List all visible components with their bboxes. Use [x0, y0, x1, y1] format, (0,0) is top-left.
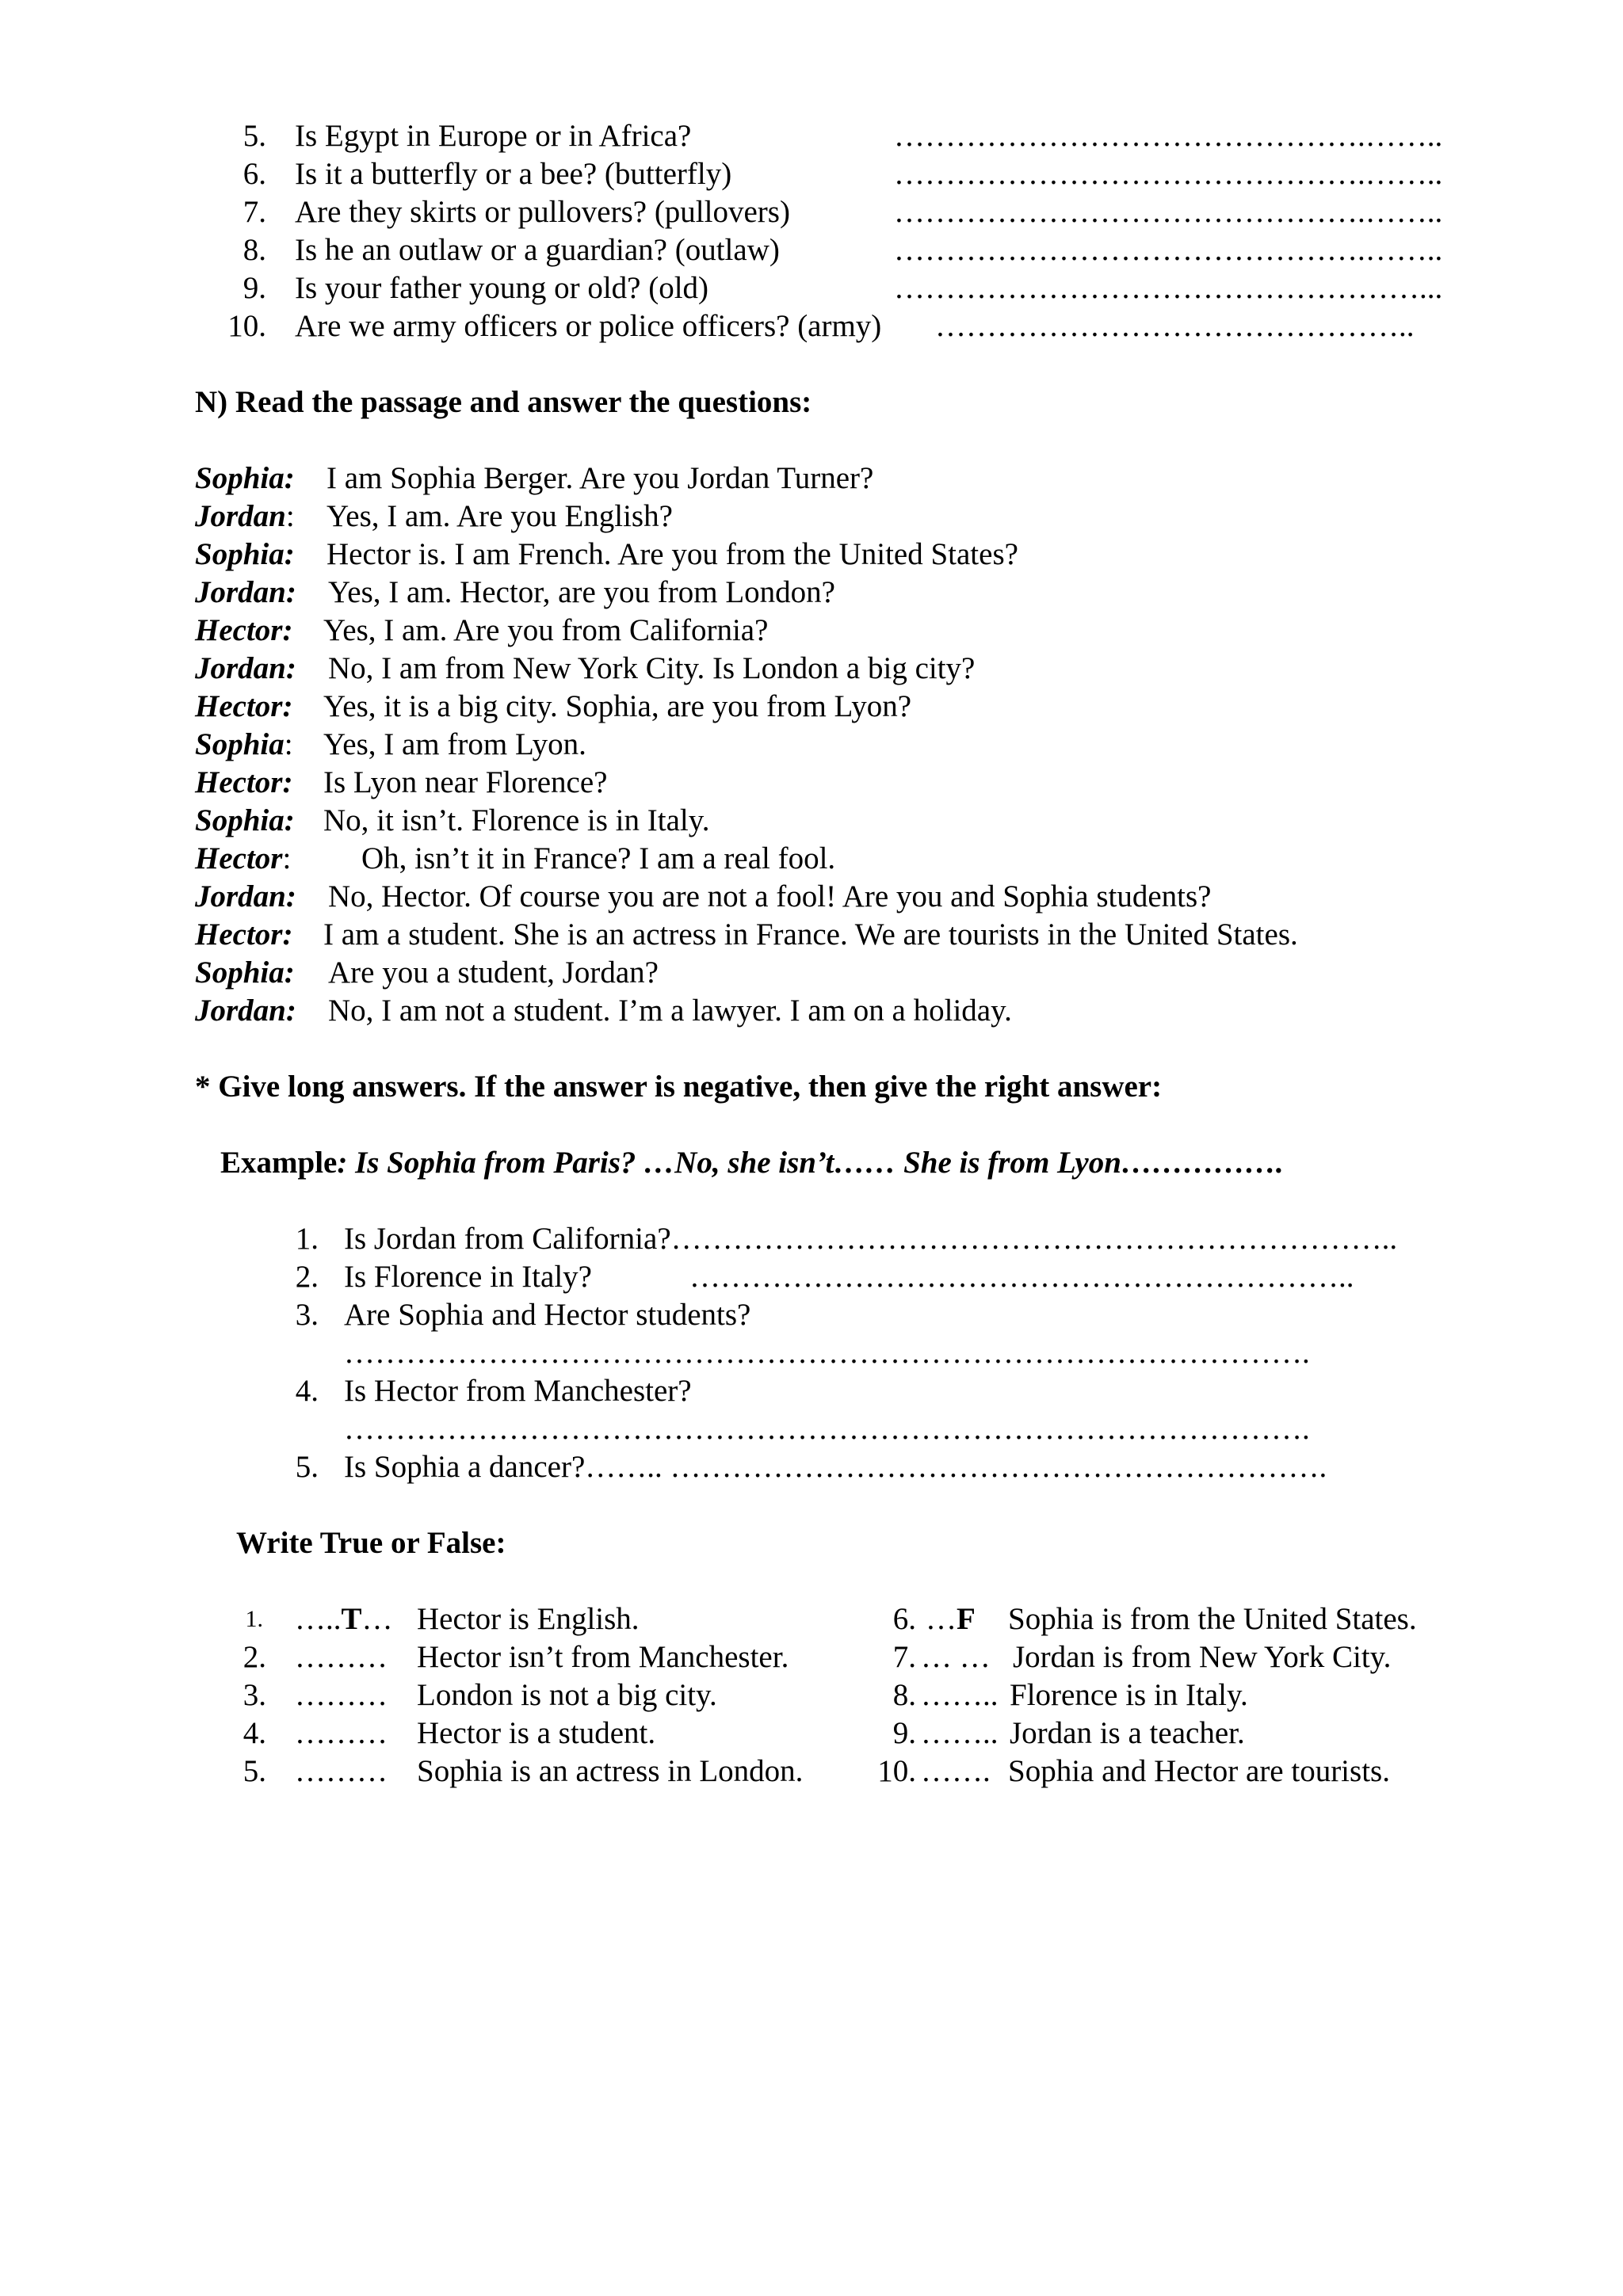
- dialogue-line: Yes, I am. Are you English?: [327, 499, 673, 533]
- question-text: Is it a butterfly or a bee? (butterfly): [295, 157, 732, 191]
- statement-text: Jordan is a teacher.: [1010, 1716, 1245, 1750]
- speaker-name: Hector:: [195, 689, 293, 723]
- dialogue-line: No, Hector. Of course you are not a fool! Are you and Sophia students?: [328, 879, 1212, 913]
- dialogue-line: I am Sophia Berger. Are you Jordan Turner?: [327, 461, 874, 495]
- statement-number: 7.: [892, 1640, 916, 1674]
- answer-blank: ………: [295, 1678, 388, 1712]
- statement-number: 9.: [892, 1716, 916, 1750]
- question-text: Is your father young or old? (old): [295, 271, 709, 305]
- answer-blank: ……………………………………….……..: [894, 195, 1443, 229]
- speaker-name: Jordan:: [195, 994, 296, 1028]
- question-number: 5.: [242, 119, 266, 153]
- speaker-name: Jordan:: [195, 575, 296, 609]
- question-text: Is Sophia a dancer?…….. ……………………………………………………….: [344, 1450, 1327, 1484]
- answer-blank: …….: [921, 1754, 991, 1788]
- question-number: 10.: [227, 309, 266, 343]
- question-number: 9.: [242, 271, 266, 305]
- answer-blank: …F: [926, 1602, 976, 1636]
- question-text: Are they skirts or pullovers? (pullovers): [295, 195, 790, 229]
- dialogue-line: Yes, I am. Are you from California?: [323, 613, 769, 647]
- question-number: 2.: [295, 1260, 319, 1294]
- answer-blank: ………: [295, 1716, 388, 1750]
- dialogue-line: No, I am from New York City. Is London a big city?: [328, 651, 976, 685]
- answer-blank: ……………………………………….……..: [894, 157, 1443, 191]
- speaker-name: Sophia:: [195, 537, 295, 571]
- statement-text: Sophia and Hector are tourists.: [1008, 1754, 1390, 1788]
- question-text: Is Florence in Italy?: [344, 1260, 592, 1294]
- statement-text: Sophia is an actress in London.: [417, 1754, 804, 1788]
- dialogue-line: Yes, I am. Hector, are you from London?: [328, 575, 835, 609]
- answer-blank: ………………………………………………………..: [689, 1260, 1354, 1294]
- question-text: Is Hector from Manchester?: [344, 1374, 692, 1408]
- statement-text: Jordan is from New York City.: [1013, 1640, 1392, 1674]
- answer-blank: ……………………………………………...: [894, 271, 1443, 305]
- answer-blank: ……………………………………….……..: [894, 233, 1443, 267]
- dialogue-line: Hector is. I am French. Are you from the United States?: [327, 537, 1018, 571]
- answer-blank: ………: [295, 1640, 388, 1674]
- section-heading: N) Read the passage and answer the questions:: [195, 385, 812, 419]
- statement-number: 6.: [892, 1602, 916, 1636]
- dialogue-line: No, I am not a student. I’m a lawyer. I am on a holiday.: [328, 994, 1012, 1028]
- statement-number: 1.: [245, 1606, 263, 1632]
- question-text: Are we army officers or police officers? (army): [295, 309, 882, 343]
- question-number: 5.: [295, 1450, 319, 1484]
- question-text: Is Jordan from California?……………………………………………………………..: [344, 1222, 1398, 1256]
- statement-text: London is not a big city.: [417, 1678, 717, 1712]
- answer-blank: ……..: [921, 1678, 999, 1712]
- question-text: Are Sophia and Hector students?: [344, 1298, 751, 1332]
- question-number: 6.: [242, 157, 266, 191]
- statement-number: 5.: [242, 1754, 266, 1788]
- question-text: Is Egypt in Europe or in Africa?: [295, 119, 692, 153]
- statement-number: 2.: [242, 1640, 266, 1674]
- answer-blank: ……..: [921, 1716, 999, 1750]
- answer-blank: ……………………………………….……..: [894, 119, 1443, 153]
- example-text: : Is Sophia from Paris? …No, she isn’t…… She is from Lyon…………….: [337, 1146, 1284, 1180]
- dialogue-line: Yes, it is a big city. Sophia, are you from Lyon?: [323, 689, 912, 723]
- statement-text: Hector is a student.: [417, 1716, 656, 1750]
- dialogue-line: No, it isn’t. Florence is in Italy.: [323, 803, 710, 837]
- speaker-name: Jordan:: [195, 499, 295, 533]
- question-number: 4.: [295, 1374, 319, 1408]
- statement-text: Florence is in Italy.: [1010, 1678, 1248, 1712]
- speaker-name: Sophia:: [195, 803, 295, 837]
- speaker-name: Sophia:: [195, 727, 293, 761]
- statement-number: 8.: [892, 1678, 916, 1712]
- speaker-name: Hector:: [195, 613, 293, 647]
- statement-number: 3.: [242, 1678, 266, 1712]
- example-label: Example: [220, 1146, 338, 1180]
- long-answers-heading: * Give long answers. If the answer is negative, then give the right answer:: [195, 1070, 1163, 1104]
- answer-blank: … …: [921, 1640, 991, 1674]
- true-false-heading: Write True or False:: [236, 1526, 506, 1560]
- example-line: [220, 1144, 1284, 1182]
- dialogue-line: Yes, I am from Lyon.: [323, 727, 586, 761]
- statement-text: Sophia is from the United States.: [1008, 1602, 1417, 1636]
- speaker-name: Sophia:: [195, 955, 295, 990]
- statement-text: Hector is English.: [417, 1602, 640, 1636]
- dialogue-line: Oh, isn’t it in France? I am a real fool.: [361, 841, 836, 875]
- answer-blank: ………………………………………..: [935, 309, 1415, 343]
- speaker-name: Jordan:: [195, 879, 296, 913]
- question-number: 8.: [242, 233, 266, 267]
- dialogue-line: I am a student. She is an actress in France. We are tourists in the United States.: [323, 917, 1298, 952]
- speaker-name: Hector:: [195, 917, 293, 952]
- speaker-name: Hector:: [195, 841, 292, 875]
- dialogue-line: Is Lyon near Florence?: [323, 765, 608, 799]
- speaker-name: Hector:: [195, 765, 293, 799]
- speaker-name: Sophia:: [195, 461, 295, 495]
- speaker-name: Jordan:: [195, 651, 296, 685]
- answer-blank: ………………………………………………………………………………….: [344, 1412, 1310, 1446]
- answer-blank: ………………………………………………………………………………….: [344, 1336, 1310, 1370]
- statement-number: 10.: [877, 1754, 916, 1788]
- answer-blank: ………: [295, 1754, 388, 1788]
- question-text: Is he an outlaw or a guardian? (outlaw): [295, 233, 780, 267]
- statement-number: 4.: [242, 1716, 266, 1750]
- question-number: 3.: [295, 1298, 319, 1332]
- statement-text: Hector isn’t from Manchester.: [417, 1640, 789, 1674]
- dialogue-line: Are you a student, Jordan?: [328, 955, 659, 990]
- answer-blank: …..T…: [295, 1602, 393, 1636]
- question-number: 7.: [242, 195, 266, 229]
- question-number: 1.: [295, 1222, 319, 1256]
